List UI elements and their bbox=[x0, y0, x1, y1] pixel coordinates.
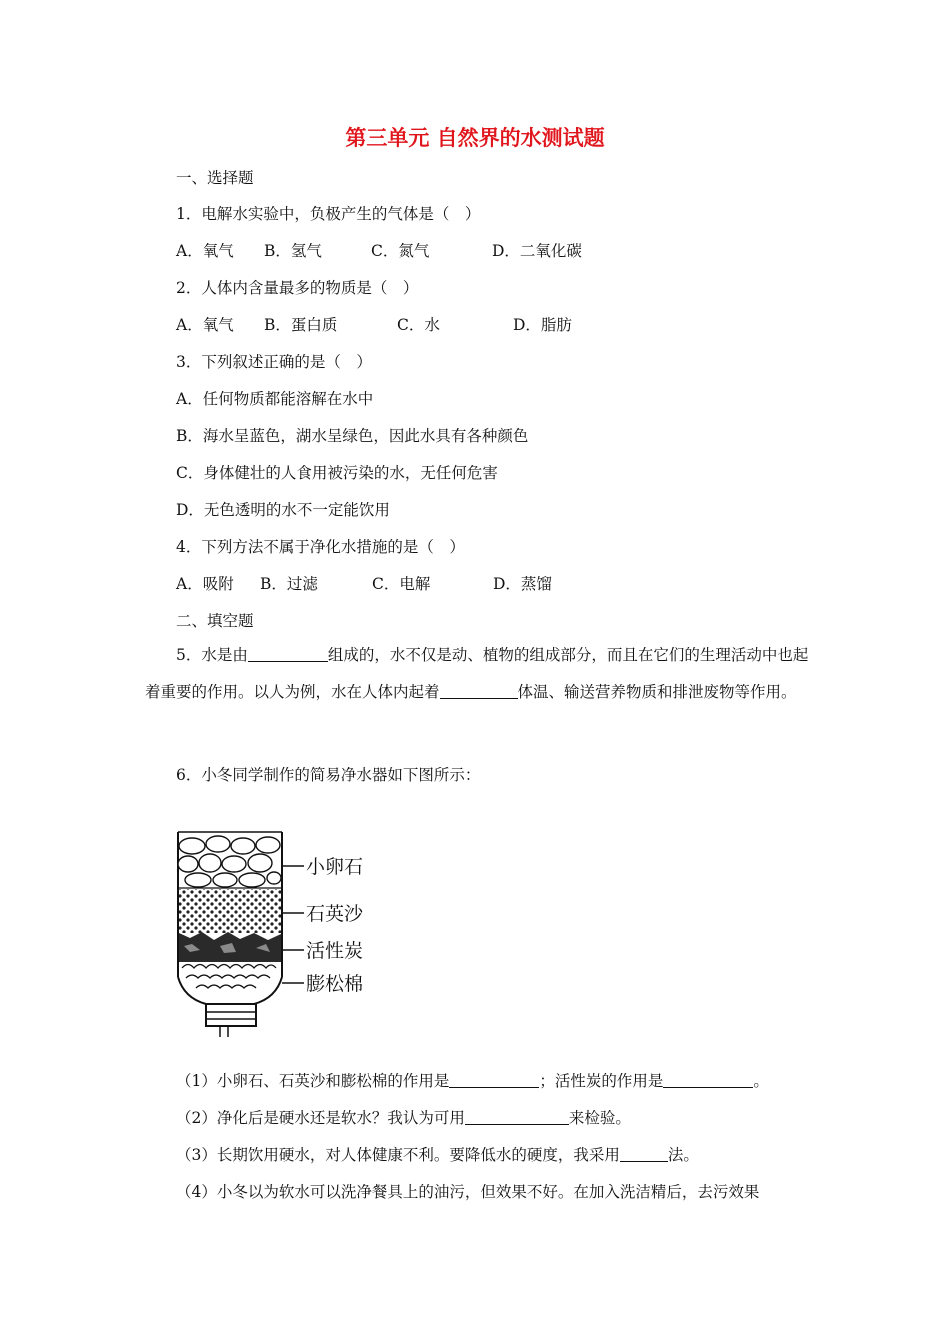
label-activated-carbon: 活性炭 bbox=[306, 940, 364, 962]
label-cotton: 膨松棉 bbox=[306, 973, 364, 995]
document-title: 第三单元 自然界的水测试题 bbox=[345, 126, 605, 150]
q1-option-d: D．二氧化碳 bbox=[492, 242, 582, 260]
q2-option-c: C．水 bbox=[397, 316, 440, 334]
q2-option-b: B．蛋白质 bbox=[264, 316, 338, 334]
section-heading-fill: 二、填空题 bbox=[176, 612, 254, 630]
q5-blank-2 bbox=[440, 684, 518, 699]
q1-option-a: A．氧气 bbox=[176, 242, 234, 260]
label-quartz-sand: 石英沙 bbox=[306, 903, 364, 925]
q4-option-b: B．过滤 bbox=[260, 575, 318, 593]
question-2-stem: 2．人体内含量最多的物质是（ ） bbox=[176, 279, 419, 297]
question-4-options bbox=[176, 572, 552, 594]
q4-option-d: D．蒸馏 bbox=[493, 575, 552, 593]
question-3-stem: 3．下列叙述正确的是（ ） bbox=[176, 353, 372, 371]
q5-text-1: 5．水是由 bbox=[176, 646, 248, 664]
cotton-layer bbox=[182, 965, 276, 989]
q5-text-3: 体温、输送营养物质和排泄废物等作用。 bbox=[517, 683, 797, 701]
q4-option-c: C．电解 bbox=[372, 575, 431, 593]
q1-option-b: B．氢气 bbox=[264, 242, 322, 260]
q2-option-d: D．脂肪 bbox=[513, 316, 572, 334]
question-5 bbox=[145, 637, 810, 711]
q3-option-d: D．无色透明的水不一定能饮用 bbox=[176, 501, 390, 519]
sub3-blank bbox=[620, 1147, 668, 1162]
q4-option-a: A．吸附 bbox=[176, 575, 234, 593]
sub1-blank-2 bbox=[663, 1073, 753, 1088]
label-pebbles: 小卵石 bbox=[306, 856, 364, 878]
section-heading-choice: 一、选择题 bbox=[176, 169, 254, 187]
sub-question-4: （4）小冬以为软水可以洗净餐具上的油污，但效果不好。在加入洗洁精后，去污效果 bbox=[176, 1183, 760, 1201]
sub-question-1: （1）小卵石、石英沙和膨松棉的作用是 ；活性炭的作用是 。 bbox=[176, 1072, 769, 1090]
question-1-options bbox=[176, 239, 582, 261]
q1-option-c: C．氮气 bbox=[371, 242, 430, 260]
q5-blank-1 bbox=[248, 647, 328, 662]
q5-text-2: 组成的，水不仅是动、植物的组成部分，而且在它们的生理活动中也起着重要的作用。以人为例，水在人体内起着 bbox=[145, 646, 809, 701]
q2-option-a: A．氧气 bbox=[176, 316, 234, 334]
q3-option-a: A．任何物质都能溶解在水中 bbox=[176, 390, 374, 408]
water-filter-figure bbox=[170, 822, 395, 1047]
sub1-blank-1 bbox=[449, 1073, 539, 1088]
question-1-stem: 1．电解水实验中，负极产生的气体是（ ） bbox=[176, 205, 481, 223]
question-6-stem: 6．小冬同学制作的简易净水器如下图所示： bbox=[176, 766, 481, 784]
sub2-blank bbox=[465, 1110, 569, 1125]
q3-option-c: C．身体健壮的人食用被污染的水，无任何危害 bbox=[176, 464, 498, 482]
quartz-sand-layer bbox=[179, 889, 281, 933]
q3-option-b: B．海水呈蓝色，湖水呈绿色，因此水具有各种颜色 bbox=[176, 427, 529, 445]
sub-question-2: （2）净化后是硬水还是软水？我认为可用 来检验。 bbox=[176, 1109, 631, 1127]
question-2-options bbox=[176, 313, 572, 335]
pebble-layer bbox=[178, 836, 281, 887]
question-4-stem: 4．下列方法不属于净化水措施的是（ ） bbox=[176, 538, 465, 556]
sub-question-3: （3）长期饮用硬水，对人体健康不利。要降低水的硬度，我采用 法。 bbox=[176, 1146, 699, 1164]
